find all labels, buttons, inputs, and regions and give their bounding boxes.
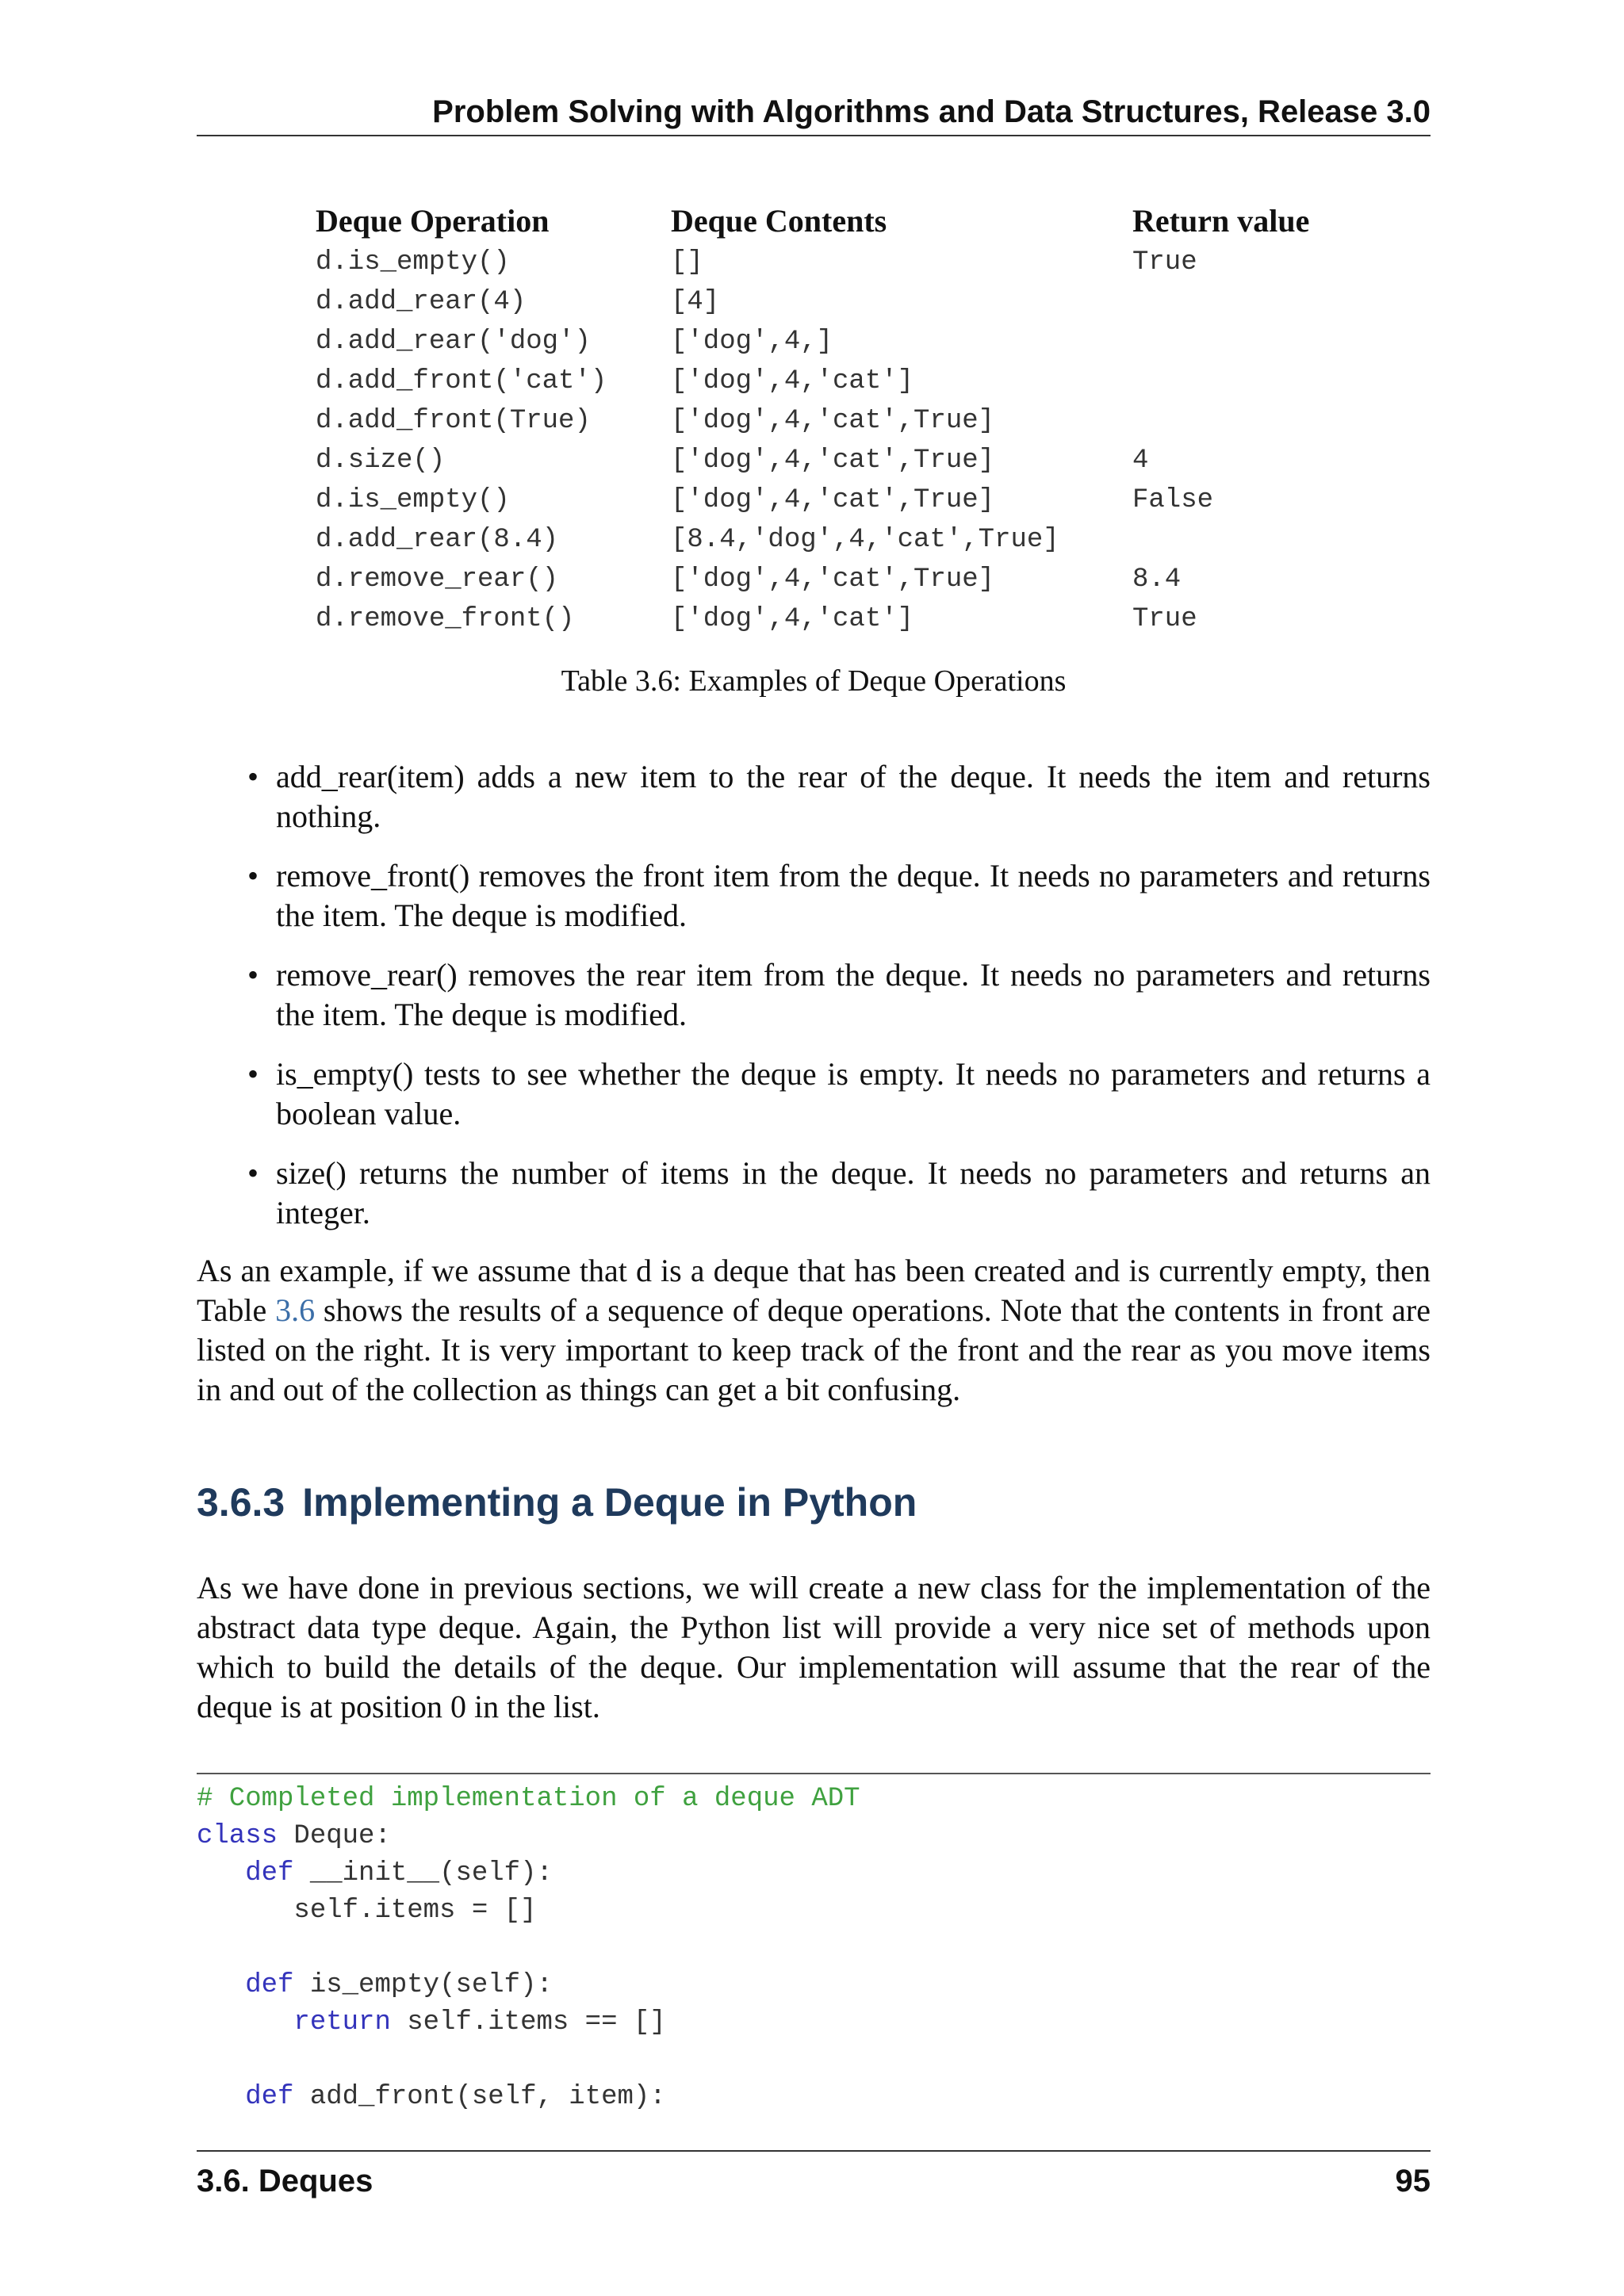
- cell-contents: ['dog',4,'cat',True]: [671, 446, 995, 476]
- operation-list: [197, 757, 1431, 1253]
- table-row: [309, 560, 1377, 599]
- list-item: [197, 856, 1431, 936]
- cell-operation: d.add_front('cat'): [316, 366, 607, 396]
- list-item: [197, 955, 1431, 1035]
- bullet-icon: •: [247, 1155, 259, 1191]
- table-row: [309, 520, 1377, 560]
- list-item-text: is_empty() tests to see whether the deque is empty. It needs no parameters and returns a boolean value.: [276, 1056, 1431, 1131]
- cell-contents: ['dog',4,'cat']: [671, 604, 914, 634]
- code-text: __init__(self):: [293, 1858, 553, 1888]
- table-row: [309, 401, 1377, 441]
- cell-operation: d.add_rear(4): [316, 287, 527, 317]
- table-header-row: [309, 200, 1377, 243]
- code-keyword: def: [245, 1970, 294, 2000]
- code-keyword: def: [245, 1858, 294, 1888]
- table-row: [309, 362, 1377, 401]
- list-item: [197, 1054, 1431, 1134]
- bullet-icon: •: [247, 957, 259, 993]
- cell-return: [1126, 520, 1377, 560]
- section-title: Implementing a Deque in Python: [302, 1480, 917, 1525]
- table-row: [309, 282, 1377, 322]
- implementation-paragraph: As we have done in previous sections, we will create a new class for the implementation of the abstract data type deque. Again, the Python list will provide a very nice set of methods upon which to build the details of the deque. Our implementation will assume that the rear of the deque is at position 0 in the list.: [197, 1570, 1431, 1724]
- table-row: [309, 441, 1377, 480]
- list-item-text: add_rear(item) adds a new item to the rear of the deque. It needs the item and returns nothing.: [276, 759, 1431, 834]
- cell-operation: d.add_rear('dog'): [316, 327, 591, 357]
- cell-operation: d.size(): [316, 446, 446, 476]
- cell-return: [1126, 322, 1377, 362]
- cell-return: True: [1132, 604, 1197, 634]
- cell-return: 4: [1132, 446, 1149, 476]
- cell-operation: d.is_empty(): [316, 485, 510, 515]
- footer-section-label: 3.6. Deques: [197, 2164, 373, 2198]
- section-number: 3.6.3: [197, 1480, 285, 1525]
- code-keyword: return: [293, 2007, 391, 2038]
- list-item: [197, 1154, 1431, 1233]
- cell-contents: ['dog',4,'cat']: [671, 366, 914, 396]
- section-heading: [197, 1476, 917, 1529]
- table-row: [309, 322, 1377, 362]
- footer-rule: [197, 2150, 1431, 2152]
- code-text: is_empty(self):: [293, 1970, 553, 2000]
- cell-contents: [4]: [671, 287, 720, 317]
- list-item: [197, 757, 1431, 836]
- deque-operations-table: [309, 200, 1377, 639]
- table-row: [309, 480, 1377, 520]
- cell-operation: d.is_empty(): [316, 247, 510, 277]
- cell-operation: d.remove_front(): [316, 604, 575, 634]
- table-row: [309, 243, 1377, 282]
- bullet-icon: •: [247, 858, 259, 894]
- cell-operation: d.remove_rear(): [316, 564, 559, 595]
- code-text: self.items = []: [293, 1896, 537, 1926]
- cell-contents: ['dog',4,'cat',True]: [671, 485, 995, 515]
- list-item-text: remove_rear() removes the rear item from the deque. It needs no parameters and returns the item. The deque is modified.: [276, 957, 1431, 1032]
- code-keyword: class: [197, 1821, 278, 1851]
- code-text: add_front(self, item):: [293, 2082, 666, 2112]
- code-block: [197, 1781, 1431, 2116]
- table-reference-link[interactable]: 3.6: [275, 1292, 316, 1328]
- cell-return: [1126, 362, 1377, 401]
- code-text: self.items == []: [390, 2007, 666, 2038]
- cell-contents: ['dog',4,'cat',True]: [671, 406, 995, 436]
- code-keyword: def: [245, 2082, 294, 2112]
- cell-return: 8.4: [1132, 564, 1182, 595]
- cell-operation: d.add_front(True): [316, 406, 591, 436]
- code-block-rule: [197, 1773, 1431, 1774]
- bullet-icon: •: [247, 1056, 259, 1092]
- cell-return: [1126, 282, 1377, 322]
- cell-return: False: [1132, 485, 1214, 515]
- cell-contents: ['dog',4,'cat',True]: [671, 564, 995, 595]
- code-comment: # Completed implementation of a deque ADT: [197, 1784, 860, 1814]
- column-header-return: Return value: [1132, 203, 1310, 239]
- cell-operation: d.add_rear(8.4): [316, 525, 559, 555]
- running-header: Problem Solving with Algorithms and Data Structures, Release 3.0: [432, 94, 1431, 129]
- code-text: Deque:: [278, 1821, 391, 1851]
- cell-contents: [8.4,'dog',4,'cat',True]: [671, 525, 1059, 555]
- page-number: 95: [1395, 2164, 1431, 2198]
- cell-return: True: [1132, 247, 1197, 277]
- table-caption: Table 3.6: Examples of Deque Operations: [561, 664, 1067, 698]
- cell-return: [1126, 401, 1377, 441]
- header-rule: [197, 135, 1431, 136]
- cell-contents: ['dog',4,]: [671, 327, 833, 357]
- cell-contents: []: [671, 247, 703, 277]
- list-item-text: remove_front() removes the front item from the deque. It needs no parameters and returns the item. The deque is modified.: [276, 858, 1431, 933]
- table-row: [309, 599, 1377, 639]
- column-header-contents: Deque Contents: [671, 203, 887, 239]
- list-item-text: size() returns the number of items in the deque. It needs no parameters and returns an integer.: [276, 1155, 1431, 1230]
- column-header-operation: Deque Operation: [316, 203, 550, 239]
- example-paragraph: As an example, if we assume that d is a deque that has been created and is currently empty, then Table 3.6 shows the results of a sequence of deque operations. Note that the contents in front are listed on the right. It is very important to keep track of the front and the rear as you move items in and out of the collection as things can get a bit confusing.: [197, 1253, 1431, 1407]
- bullet-icon: •: [247, 759, 259, 794]
